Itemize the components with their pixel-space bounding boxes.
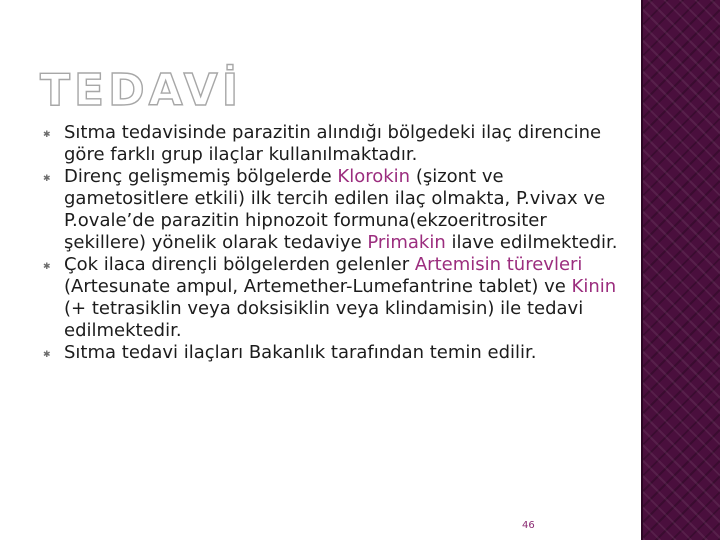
- bullet-item: [40, 254, 630, 342]
- bullet-list: [40, 122, 630, 364]
- drug-name-highlight: Klorokin: [337, 166, 411, 187]
- bullet-item: [40, 166, 630, 254]
- bullet-text: (şizont ve gametositlere etkili) ilk tercih edilen ilaç olmakta, P.vivax ve P.ovale’de parazitin hipnozoit formuna(ekzoeritrositer şekillere) yönelik olarak tedaviye: [64, 166, 606, 253]
- bullet-icon: ✱: [43, 262, 51, 272]
- page-number: 46: [522, 520, 535, 531]
- bullet-text: Direnç gelişmemiş bölgelerde: [64, 166, 338, 187]
- drug-name-highlight: Artemisin türevleri: [414, 254, 583, 275]
- slide-title: TEDAVİ: [40, 65, 243, 116]
- bullet-text: ilave edilmektedir.: [445, 232, 618, 253]
- bullet-text: Sıtma tedavi ilaçları Bakanlık tarafından temin edilir.: [64, 342, 537, 363]
- decorative-sidebar: [643, 0, 720, 540]
- bullet-icon: ✱: [43, 174, 51, 184]
- drug-name-highlight: Primakin: [367, 232, 446, 253]
- bullet-text: (Artesunate ampul, Artemether-Lumefantrine tablet) ve: [64, 276, 572, 297]
- drug-name-highlight: Kinin: [571, 276, 617, 297]
- bullet-text: (+ tetrasiklin veya doksisiklin veya klindamisin) ile tedavi edilmektedir.: [64, 298, 584, 341]
- bullet-text: Sıtma tedavisinde parazitin alındığı bölgedeki ilaç direncine göre farklı grup ilaçlar kullanılmaktadır.: [64, 122, 602, 165]
- bullet-item: [40, 122, 630, 166]
- bullet-icon: ✱: [43, 130, 51, 140]
- bullet-item: [40, 342, 630, 364]
- bullet-text: Çok ilaca dirençli bölgelerden gelenler: [64, 254, 415, 275]
- bullet-icon: ✱: [43, 350, 51, 360]
